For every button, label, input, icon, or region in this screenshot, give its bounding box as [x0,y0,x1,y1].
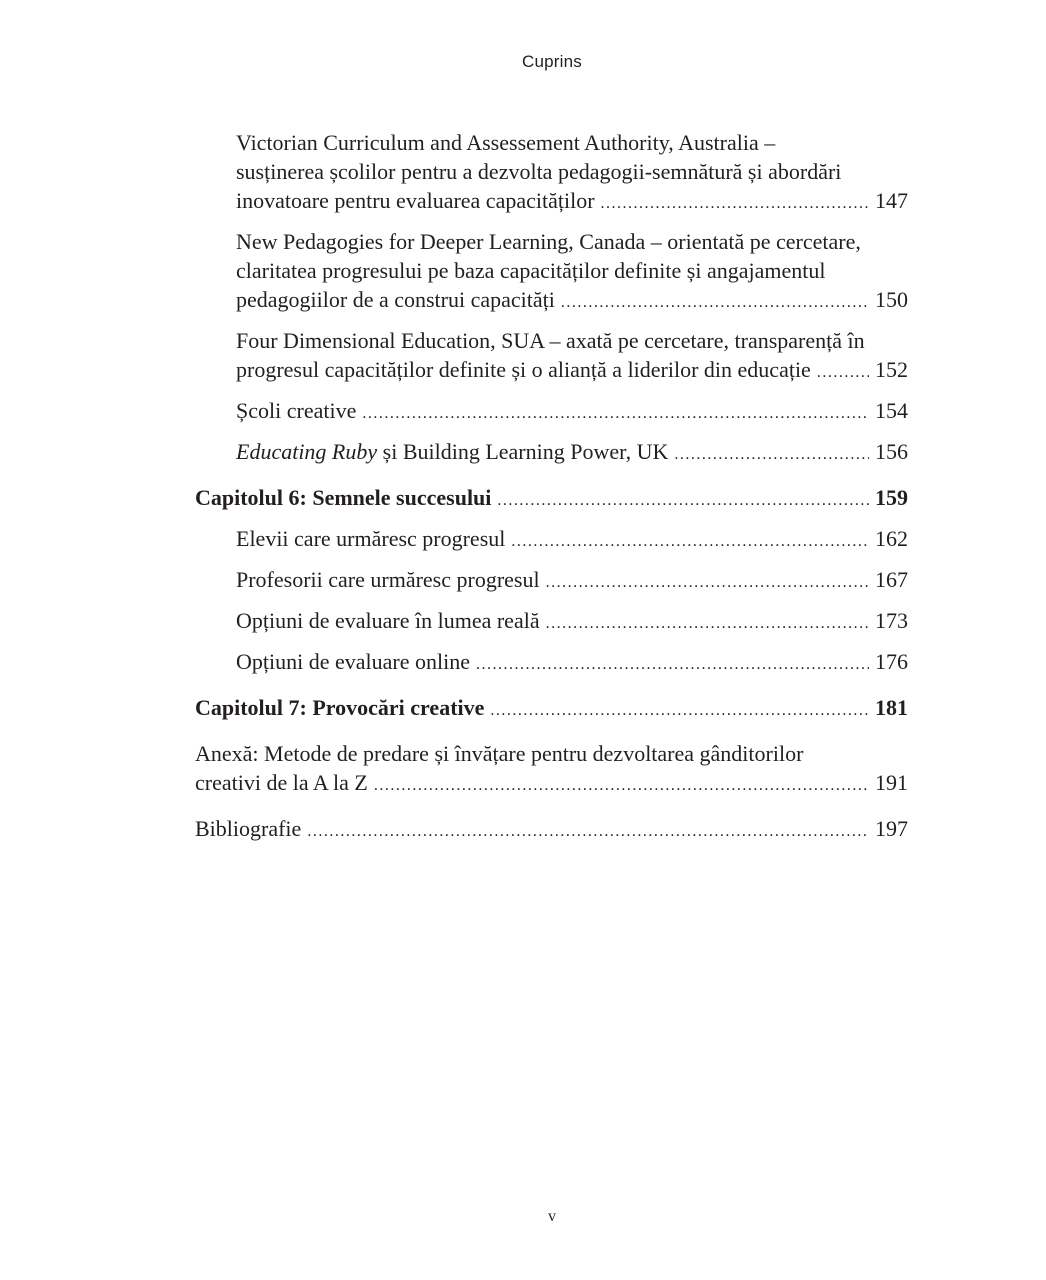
page-number: 154 [875,398,908,423]
toc-entry-title: Opțiuni de evaluare în lumea reală [236,608,540,633]
toc-entry-title: Profesorii care urmăresc progresul [236,567,540,592]
page-number: 173 [875,608,908,633]
toc-entry-educating-ruby[interactable] [195,437,908,469]
dot-leader [674,440,869,469]
chapter-title: Capitolul 7: Provocări creative [195,695,485,720]
dot-leader [497,486,869,515]
dot-leader [476,650,869,679]
dot-leader [817,358,869,387]
toc-entry-line: Anexă: Metode de predare și învățare pentru dezvoltarea gânditorilor [195,741,804,766]
page-number: 156 [875,439,908,464]
toc-chapter-7[interactable] [195,693,908,725]
toc-entry-new-pedagogies[interactable] [195,227,908,317]
toc-entry-title: și Building Learning Power, UK [377,439,669,464]
running-head: Cuprins [522,52,582,71]
toc-entry-four-dimensional[interactable] [195,326,908,387]
dot-leader [374,771,869,800]
page-number: 152 [875,357,908,382]
dot-leader [601,189,869,218]
dot-leader [546,568,869,597]
table-of-contents [195,128,908,855]
toc-entry-elevii[interactable] [195,524,908,556]
toc-entry-title: Opțiuni de evaluare online [236,649,470,674]
toc-entry-line: creativi de la A la Z [195,770,368,795]
page-number: 150 [875,287,908,312]
toc-entry-evaluare-online[interactable] [195,647,908,679]
toc-entry-scoli-creative[interactable] [195,396,908,428]
toc-entry-profesorii[interactable] [195,565,908,597]
toc-entry-line: Victorian Curriculum and Assessement Authority, Australia – [236,130,776,155]
page-number: 159 [875,485,908,510]
toc-entry-evaluare-reala[interactable] [195,606,908,638]
dot-leader [511,527,869,556]
toc-entry-line: pedagogiilor de a construi capacități [236,287,555,312]
dot-leader [307,817,869,846]
dot-leader [546,609,869,638]
page-folio: v [548,1208,556,1225]
page-number: 181 [875,695,908,720]
page-number: 167 [875,567,908,592]
toc-entry-line: claritatea progresului pe baza capacităților definite și angajamentul [236,258,826,283]
toc-entry-line: susținerea școlilor pentru a dezvolta pedagogii-semnătură și abordări [236,159,842,184]
toc-chapter-6[interactable] [195,483,908,515]
toc-entry-italic-title: Educating Ruby [236,439,378,464]
toc-entry-anexa[interactable] [195,739,908,800]
toc-entry-title: Bibliografie [195,816,302,841]
toc-entry-title: Școli creative [236,398,357,423]
chapter-title: Capitolul 6: Semnele succesului [195,485,492,510]
toc-entry-line: progresul capacităților definite și o alianță a liderilor din educație [236,357,811,382]
page-number: 162 [875,526,908,551]
dot-leader [362,399,869,428]
dot-leader [490,696,869,725]
toc-entry-line: Four Dimensional Education, SUA – axată pe cercetare, transparență în [236,328,865,353]
page-number: 176 [875,649,908,674]
toc-entry-bibliografie[interactable] [195,814,908,846]
page-number: 191 [875,770,908,795]
toc-entry-line: inovatoare pentru evaluarea capacităților [236,188,595,213]
toc-entry-title: Elevii care urmăresc progresul [236,526,506,551]
page-number: 147 [875,188,908,213]
dot-leader [561,288,869,317]
page-number: 197 [875,816,908,841]
toc-entry-victorian-curriculum[interactable] [195,128,908,218]
toc-entry-line: New Pedagogies for Deeper Learning, Canada – orientată pe cercetare, [236,229,861,254]
